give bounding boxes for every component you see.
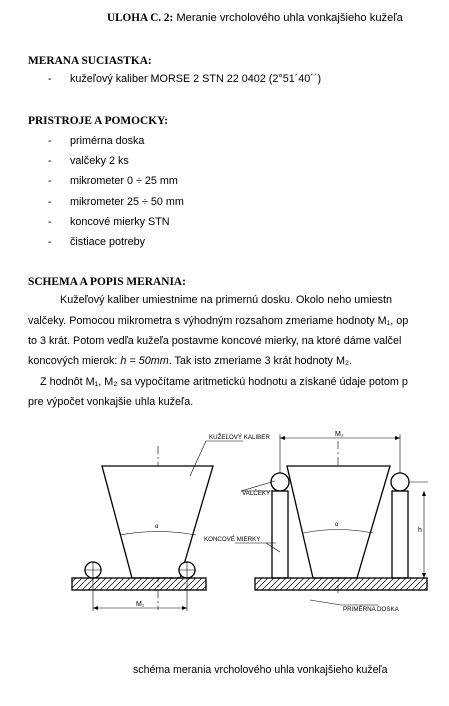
cone-gauge	[102, 466, 213, 578]
surface-plate	[72, 578, 206, 590]
cone-gauge-right	[287, 466, 390, 578]
list-item: - kužeľový kaliber MORSE 2 STN 22 0402 (2°51´40´´)	[48, 73, 322, 85]
list-item: - mikrometer 0 ÷ 25 mm	[48, 175, 178, 187]
dim-m2: M₂	[335, 431, 344, 438]
list-item: - mikrometer 25 ÷ 50 mm	[48, 196, 184, 208]
heading-part: MERANA SUCIASTKA:	[28, 55, 152, 67]
task-title: Meranie vrcholového uhla vonkajšieho kužeľa	[176, 12, 403, 24]
list-item: - koncové mierky STN	[48, 216, 170, 228]
figure-caption: schéma merania vrcholového uhla vonkajšieho kužeľa	[133, 664, 388, 676]
paragraph-line: koncových mierok: h = 50mm. Tak isto zmeriame 3 krát hodnoty M₂.	[28, 355, 353, 367]
angle-alpha-right: α	[335, 522, 339, 528]
paragraph-line: to 3 krát. Potom vedľa kužeľa postavme koncové mierky, na ktoré dáme valčel	[28, 335, 402, 347]
dim-m1: M₁	[136, 601, 145, 608]
heading-tools: PRISTROJE A POMOCKY:	[28, 115, 169, 127]
paragraph-line: pre výpočet vonkajšie uhla kužeľa.	[28, 396, 194, 408]
task-label: ULOHA C. 2:	[107, 12, 174, 24]
gauge-block-right	[392, 491, 408, 578]
label-mierky: KONCOVÉ MIERKY	[204, 536, 261, 543]
surface-plate-right	[255, 578, 427, 590]
label-valceky: VALČEKY	[242, 490, 271, 497]
dim-h: h	[418, 527, 422, 534]
list-item: - čistiace potreby	[48, 236, 146, 248]
gauge-block-left	[272, 491, 288, 578]
paragraph-line: Kužeľový kaliber umiestnime na primernú dosku. Okolo neho umiestn	[60, 294, 393, 306]
right-figure	[235, 434, 428, 605]
paragraph-line: Z hodnôt M₁, M₂ sa vypočítame aritmetickú hodnotu a získané údaje potom p	[40, 376, 408, 388]
label-kaliber: KUŽEĽOVÝ KALIBER	[209, 434, 270, 441]
heading-schema: SCHEMA A POPIS MERANIA:	[28, 276, 186, 288]
list-item: - primérna doska	[48, 135, 145, 147]
angle-alpha-left: α	[155, 524, 159, 530]
label-doska: PRIMÉRNA DOSKA	[343, 606, 399, 613]
roller-top-left	[271, 473, 289, 491]
paragraph-line: valčeky. Pomocou mikrometra s výhodným rozsahom zmeriame hodnoty M₁, op	[28, 315, 409, 327]
list-item: - valčeky 2 ks	[48, 155, 129, 167]
roller-top-right	[391, 473, 409, 491]
